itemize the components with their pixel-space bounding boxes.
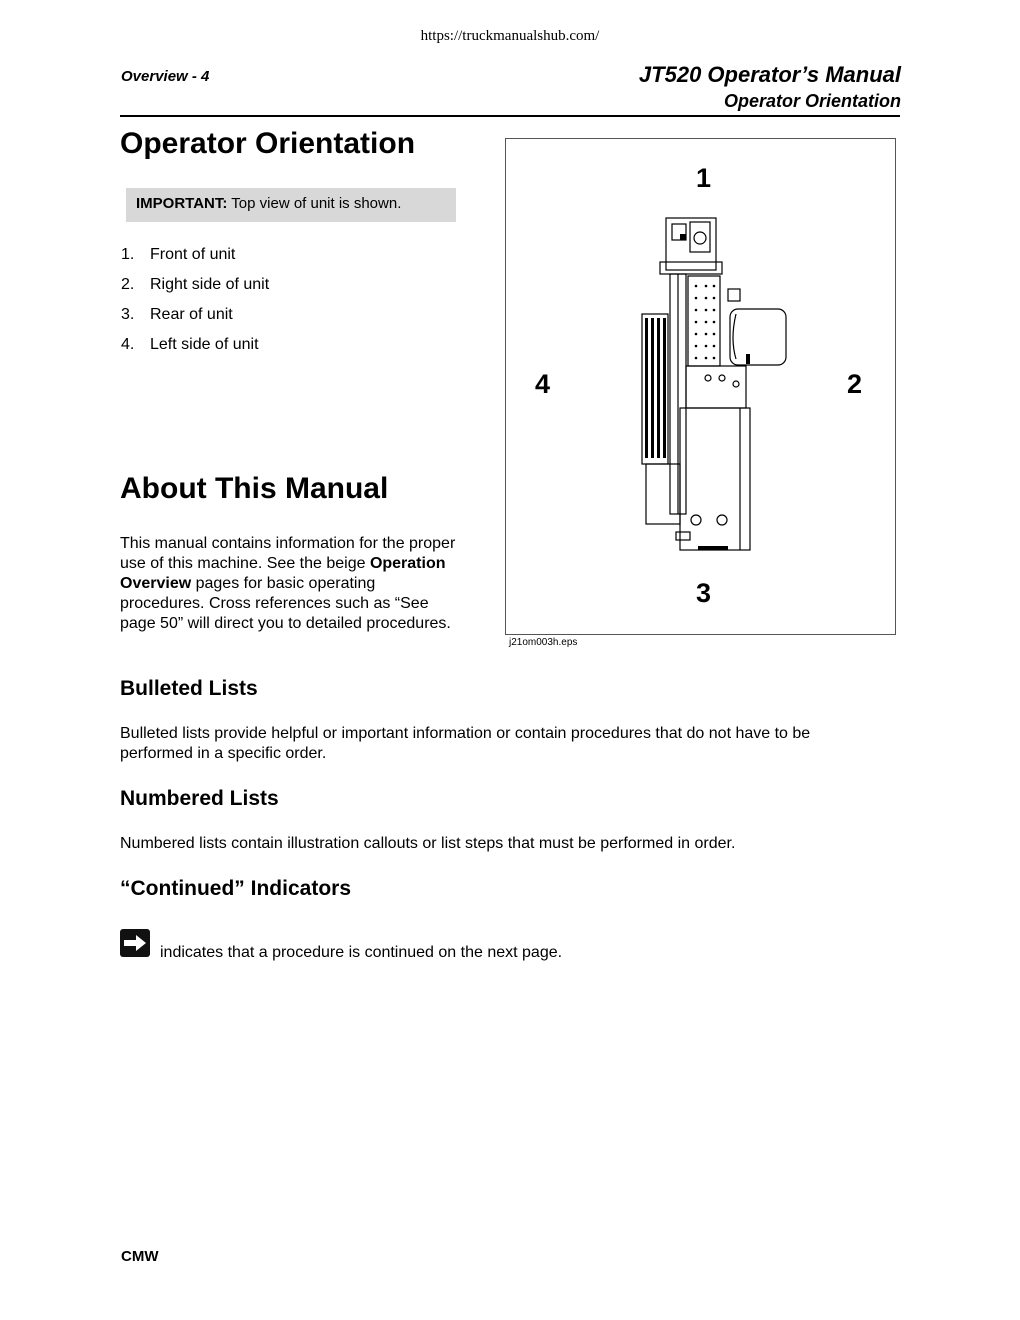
callout-left: 4 bbox=[535, 369, 551, 399]
list-item-label: Front of unit bbox=[150, 246, 236, 263]
operation-overview-term: Operation Overview bbox=[120, 555, 446, 592]
about-text-end: pages for basic operating procedures. Cross references such as “See page 50” will direct you to detailed procedures. bbox=[120, 575, 451, 632]
figure-caption: j21om003h.eps bbox=[509, 637, 578, 648]
list-item-label: Right side of unit bbox=[150, 276, 270, 293]
unit-top-view-figure bbox=[505, 138, 896, 635]
list-item-label: Left side of unit bbox=[150, 336, 259, 353]
header-rule bbox=[120, 115, 900, 117]
callout-front: 1 bbox=[696, 163, 712, 193]
continued-indicators-text: indicates that a procedure is continued on the next page. bbox=[160, 944, 563, 961]
list-item bbox=[121, 304, 269, 334]
list-item bbox=[121, 334, 269, 364]
numbered-lists-heading: Numbered Lists bbox=[120, 787, 279, 810]
list-item bbox=[121, 244, 269, 274]
orientation-list bbox=[121, 244, 269, 364]
numbered-lists-text: Numbered lists contain illustration callouts or list steps that must be performed in order. bbox=[120, 835, 736, 852]
list-item bbox=[121, 274, 269, 304]
continued-indicators-heading: “Continued” Indicators bbox=[120, 877, 351, 900]
about-paragraph bbox=[120, 534, 460, 634]
callout-right: 2 bbox=[847, 369, 863, 399]
orientation-heading: Operator Orientation bbox=[120, 127, 416, 160]
bulleted-lists-text: Bulleted lists provide helpful or important information or contain procedures that do not have to be performed in a specific order. bbox=[120, 725, 811, 762]
list-item-number: 1. bbox=[121, 246, 135, 263]
important-text: Top view of unit is shown. bbox=[227, 195, 402, 212]
manual-title: JT520 Operator’s Manual bbox=[638, 62, 901, 87]
important-note bbox=[126, 188, 456, 222]
callout-rear: 3 bbox=[696, 578, 712, 608]
about-heading: About This Manual bbox=[120, 472, 389, 505]
page-label: Overview - 4 bbox=[121, 68, 210, 85]
footer-code: CMW bbox=[121, 1248, 159, 1265]
list-item-number: 2. bbox=[121, 276, 135, 293]
list-item-number: 4. bbox=[121, 336, 135, 353]
machine-drawing bbox=[636, 214, 796, 559]
list-item-number: 3. bbox=[121, 306, 135, 323]
arrow-right-icon-glyph bbox=[120, 929, 150, 957]
arrow-right-icon bbox=[120, 929, 150, 957]
watermark-url: https://truckmanualshub.com/ bbox=[420, 28, 600, 44]
bulleted-lists-heading: Bulleted Lists bbox=[120, 677, 258, 700]
list-item-label: Rear of unit bbox=[150, 306, 233, 323]
section-title: Operator Orientation bbox=[723, 91, 901, 111]
about-text-start: This manual contains information for the proper use of this machine. See the beige bbox=[120, 535, 456, 572]
important-label: IMPORTANT: bbox=[136, 195, 228, 212]
